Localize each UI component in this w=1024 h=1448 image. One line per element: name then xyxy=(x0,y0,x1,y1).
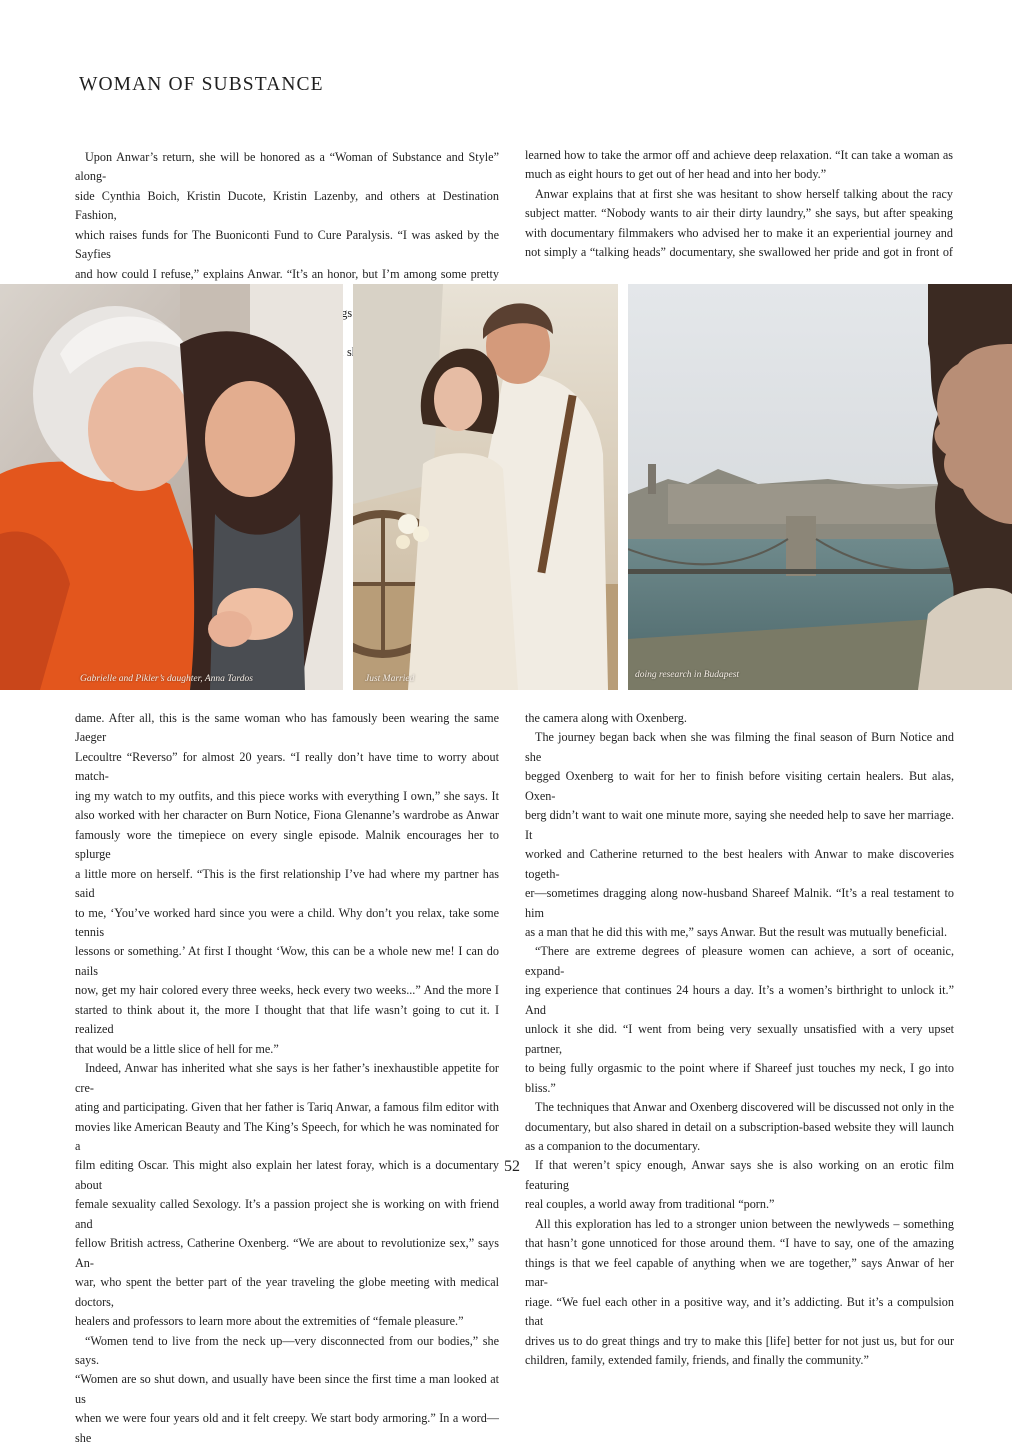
text-line: war, who spent the better part of the year traveling the globe meeting with medical doctors, xyxy=(75,1275,499,1309)
page-number: 52 xyxy=(504,1158,520,1175)
text-line: If that weren’t spicy enough, Anwar says she is also working on an erotic film featuring xyxy=(525,1158,954,1192)
text-line: ating and participating. Given that her father is Tariq Anwar, a famous film editor with xyxy=(75,1100,499,1115)
text-line: as a man that he did this with me,” says Anwar. But the result was mutually beneficial. xyxy=(525,924,948,939)
text-line: drives us to do great things and try to make this [life] better for not just us, but for our xyxy=(525,1333,954,1348)
text-line: a little more on herself. “This is the first relationship I’ve had where my partner has said xyxy=(75,866,499,901)
text-line: Lecoultre “Reverso” for almost 20 years. “I really don’t have time to worry about match- xyxy=(75,749,499,784)
text-line: worked and Catherine returned to the best healers with Anwar to make discoveries togeth- xyxy=(525,847,954,881)
text-line: children, family, extended family, friends, and finally the community.” xyxy=(525,1352,869,1367)
text-line: healers and professors to learn more about the extremities of “female pleasure.” xyxy=(75,1314,464,1329)
photo-illustration xyxy=(0,284,343,690)
text-line: and how could I refuse,” explains Anwar. “It’s an honor, but I’m among some pretty xyxy=(75,266,499,281)
text-line: that would be a little slice of hell for me.” xyxy=(75,1041,279,1056)
text-line: begged Oxenberg to wait for her to finish before visiting certain healers. But alas, Oxen- xyxy=(525,769,954,803)
text-line: berg didn’t want to wait one minute more, saying she needed help to save her marriage. It xyxy=(525,808,954,842)
photo-illustration xyxy=(628,284,1012,690)
text-column-bottom-right xyxy=(525,709,954,1370)
text-line: lessons or something.’ At first I thought ‘Wow, this can be a whole new me! I can do nails xyxy=(75,944,499,978)
text-line: which raises funds for The Buoniconti Fund to Cure Paralysis. “I was asked by the Sayfies xyxy=(75,227,499,262)
text-line: not simply a “talking heads” documentary, she swallowed her pride and got in front of xyxy=(525,245,953,260)
text-line: ing my watch to my outfits, and this piece works with everything I own,” she says. It xyxy=(75,788,499,803)
text-line: the camera along with Oxenberg. xyxy=(525,711,687,725)
text-line: to me, ‘You’ve worked hard since you were a child. Why don’t you relax, take some tennis xyxy=(75,905,499,939)
text-line: “Women tend to live from the neck up—very disconnected from our bodies,” she says. xyxy=(75,1333,499,1367)
text-line: when we were four years old and it felt creepy. We start body armoring.” In a word— she xyxy=(75,1411,499,1445)
photo-caption: Just Married xyxy=(365,674,415,684)
text-line: as a companion to the documentary. xyxy=(525,1138,701,1153)
text-line: fellow British actress, Catherine Oxenberg. “We are about to revolutionize sex,” says An- xyxy=(75,1236,499,1270)
text-line: started to think about it, the more I thought that that life wasn’t going to cut it. I realized xyxy=(75,1002,499,1037)
text-line: “Women are so shut down, and usually have been since the first time a man looked at us xyxy=(75,1372,499,1406)
text-line: now, get my hair colored every three weeks, heck every two weeks...” And the more I xyxy=(75,983,499,998)
text-line: dame. After all, this is the same woman who has famously been wearing the same Jaeger xyxy=(75,711,499,745)
photo-gabrielle-and-anna xyxy=(0,284,343,690)
text-line: subject matter. “Nobody wants to air their dirty laundry,” she says, but after speaking xyxy=(525,206,953,221)
text-line: unlock it she did. “I went from being very sexually unsatisfied with a very upset partner, xyxy=(525,1022,954,1056)
text-line: also worked with her character on Burn Notice, Fiona Glenanne’s wardrobe as Anwar xyxy=(75,808,499,823)
text-line: riage. “We fuel each other in a positive way, and it’s addicting. But it’s a compulsion that xyxy=(525,1294,954,1329)
photo-illustration xyxy=(353,284,618,690)
text-line: famously wore the timepiece on every single episode. Malnik encourages her to splurge xyxy=(75,827,499,862)
text-line: ing experience that continues 24 hours a day. It’s a women’s birthright to unlock it.” And xyxy=(525,983,954,1017)
text-line: side Cynthia Boich, Kristin Ducote, Kristin Lazenby, and others at Destination Fashion, xyxy=(75,188,499,223)
text-column-bottom-left xyxy=(75,709,499,1448)
text-line: learned how to take the armor off and achieve deep relaxation. “It can take a woman as xyxy=(525,148,953,162)
section-title: WOMAN OF SUBSTANCE xyxy=(79,74,324,95)
text-column-top-right xyxy=(525,146,953,263)
photo-caption: Gabrielle and Pikler’s daughter, Anna Tardos xyxy=(80,674,253,684)
text-line: All this exploration has led to a stronger union between the newlyweds – something xyxy=(535,1216,954,1231)
text-line: Indeed, Anwar has inherited what she says is her father’s inexhaustible appetite for cre- xyxy=(75,1061,499,1095)
text-line: female sexuality called Sexology. It’s a passion project she is working on with friend and xyxy=(75,1197,499,1231)
text-line: to being fully orgasmic to the point where if Shareef just touches my neck, I go into bliss.” xyxy=(525,1061,954,1095)
text-line: documentary, but also shared in detail on a subscription-based website they will launch xyxy=(525,1119,954,1134)
text-line: much as eight hours to get out of her head and into her body.” xyxy=(525,167,827,182)
text-line: er—sometimes dragging along now-husband Shareef Malnik. “It’s a real testament to him xyxy=(525,886,954,920)
photo-caption: doing research in Budapest xyxy=(635,670,740,680)
text-line: with documentary filmmakers who advised her to make it an experiential journey and xyxy=(525,225,953,240)
text-line: that hasn’t gone unnoticed for those around them. “I have to say, one of the amazing xyxy=(525,1236,954,1251)
photo-just-married xyxy=(353,284,618,690)
text-line: real couples, a world away from traditional “porn.” xyxy=(525,1197,775,1212)
text-line: movies like American Beauty and The King’s Speech, for which he was nominated for a xyxy=(75,1119,499,1153)
photo-budapest xyxy=(628,284,1012,690)
text-line: Upon Anwar’s return, she will be honored as a “Woman of Substance and Style” along- xyxy=(75,150,499,184)
text-line: Anwar explains that at first she was hesitant to show herself talking about the racy xyxy=(535,186,953,201)
text-line: things is that we feel capable of anything when we are together,” says Anwar of her mar- xyxy=(525,1255,954,1290)
text-line: The techniques that Anwar and Oxenberg discovered will be discussed not only in the xyxy=(535,1100,954,1115)
text-line: “There are extreme degrees of pleasure women can achieve, a sort of oceanic, expand- xyxy=(525,944,954,978)
text-line: film editing Oscar. This might also explain her latest foray, which is a documentary about xyxy=(75,1158,499,1192)
text-line: The journey began back when she was filming the final season of Burn Notice and she xyxy=(525,730,954,764)
